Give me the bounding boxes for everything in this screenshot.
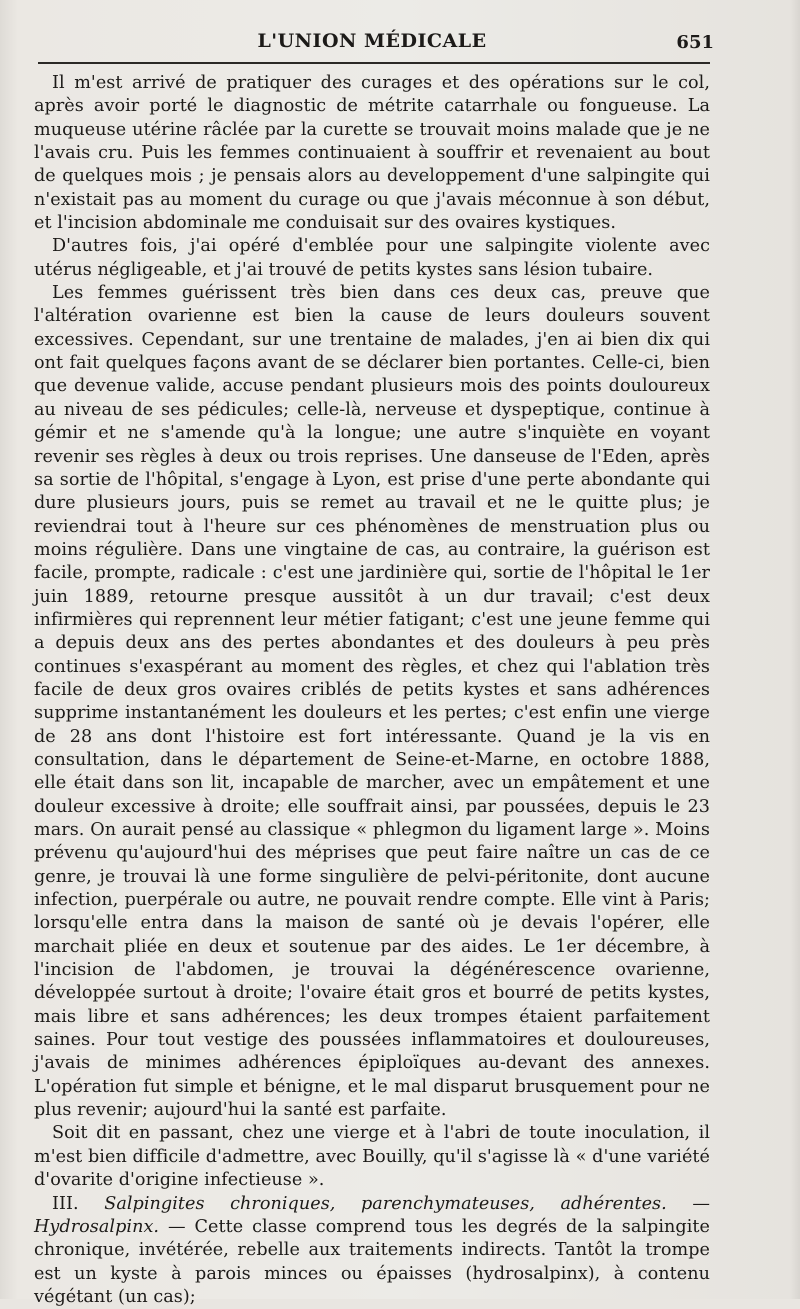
paragraph-autres-fois: D'autres fois, j'ai opéré d'emblée pour une salpingite violente avec utérus négligeable, et j'ai trouvé de petits kystes sans lésion tubaire. (34, 235, 710, 282)
paragraph-curages: Il m'est arrivé de pratiquer des curages et des opérations sur le col, après avoir porté le diagnostic de métrite catarrhale ou fongueuse. La muqueuse utérine râclée par la curette se trouvait moins malade que je ne l'avais cru. Puis les femmes continuaient à souffrir et revenaient au bout de quelques mois ; je pensais alors au developpement d'une salpingite qui n'existait pas au moment du curage ou que j'avais méconnue à son début, et l'incision abdominale me conduisait sur des ovaires kystiques. (34, 72, 710, 235)
section-text: — Cette classe comprend tous les degrés de la salpingite chronique, invétérée, rebelle aux traitements indirects. Tantôt la trompe est un kyste à parois minces ou épaisses (hydrosalpinx), à contenu végétant (un cas); (34, 1217, 710, 1307)
page-number: 651 (676, 32, 714, 53)
body-text (34, 72, 710, 1309)
running-title: L'UNION MÉDICALE (34, 30, 710, 52)
section-number: III. (52, 1194, 79, 1214)
section-title: Salpingites chroniques, parenchymateuses, adhérentes. — Hydrosalpinx. (34, 1194, 710, 1237)
paragraph-guerison: Les femmes guérissent très bien dans ces deux cas, preuve que l'altération ovarienne est bien la cause de leurs douleurs souvent excessives. Cependant, sur une trentaine de malades, j'en ai bien dix qui ont fait quelques façons avant de se déclarer bien portantes. Celle-ci, bien que devenue valide, accuse pendant plusieurs mois des points douloureux au niveau de ses pédicules; celle-là, nerveuse et dyspeptique, continue à gémir et ne s'amende qu'à la longue; une autre s'inquiète en voyant revenir ses règles à deux ou trois reprises. Une danseuse de l'Eden, après sa sortie de l'hôpital, s'engage à Lyon, est prise d'une perte abondante qui dure plusieurs jours, puis se remet au travail et ne le quitte plus; je reviendrai tout à l'heure sur ces phénomènes de menstruation plus ou moins régulière. Dans une vingtaine de cas, au contraire, la guérison est facile, prompte, radicale : c'est une jardinière qui, sortie de l'hôpital le 1er juin 1889, retourne presque aussitôt à un dur travail; c'est deux infirmières qui reprennent leur métier fatigant; c'est une jeune femme qui a depuis deux ans des pertes abondantes et des douleurs à peu près continues s'exaspérant au moment des règles, et chez qui l'ablation très facile de deux gros ovaires criblés de petits kystes et sans adhérences supprime instantanément les douleurs et les pertes; c'est enfin une vierge de 28 ans dont l'histoire est fort intéressante. Quand je la vis en consultation, dans le département de Seine-et-Marne, en octobre 1888, elle était dans son lit, incapable de marcher, avec un empâtement et une douleur excessive à droite; elle souffrait ainsi, par poussées, depuis le 23 mars. On aurait pensé au classique « phlegmon du ligament large ». Moins prévenu qu'aujourd'hui des méprises que peut faire naître un cas de ce genre, je trouvai là une forme singulière de pelvi-péritonite, dont aucune infection, puerpérale ou autre, ne pouvait rendre compte. Elle vint à Paris; lorsqu'elle entra dans la maison de santé où je devais l'opérer, elle marchait pliée en deux et soutenue par des aides. Le 1er décembre, à l'incision de l'abdomen, je trouvai la dégénérescence ovarienne, développée surtout à droite; l'ovaire était gros et bourré de petits kystes, mais libre et sans adhérences; les deux trompes étaient parfaitement saines. Pour tout vestige des poussées inflammatoires et douloureuses, j'avais de minimes adhérences épiploïques au-devant des annexes. L'opération fut simple et bénigne, et le mal disparut brusquement pour ne plus revenir; aujourd'hui la santé est parfaite. (34, 282, 710, 1122)
paragraph-soit-dit: Soit dit en passant, chez une vierge et à l'abri de toute inoculation, il m'est bien difficile d'admettre, avec Bouilly, qu'il s'agisse là « d'une variété d'ovarite d'origine infectieuse ». (34, 1122, 710, 1192)
page-header (34, 28, 710, 62)
header-rule (38, 62, 710, 64)
section-iii-paragraph (34, 1193, 710, 1309)
